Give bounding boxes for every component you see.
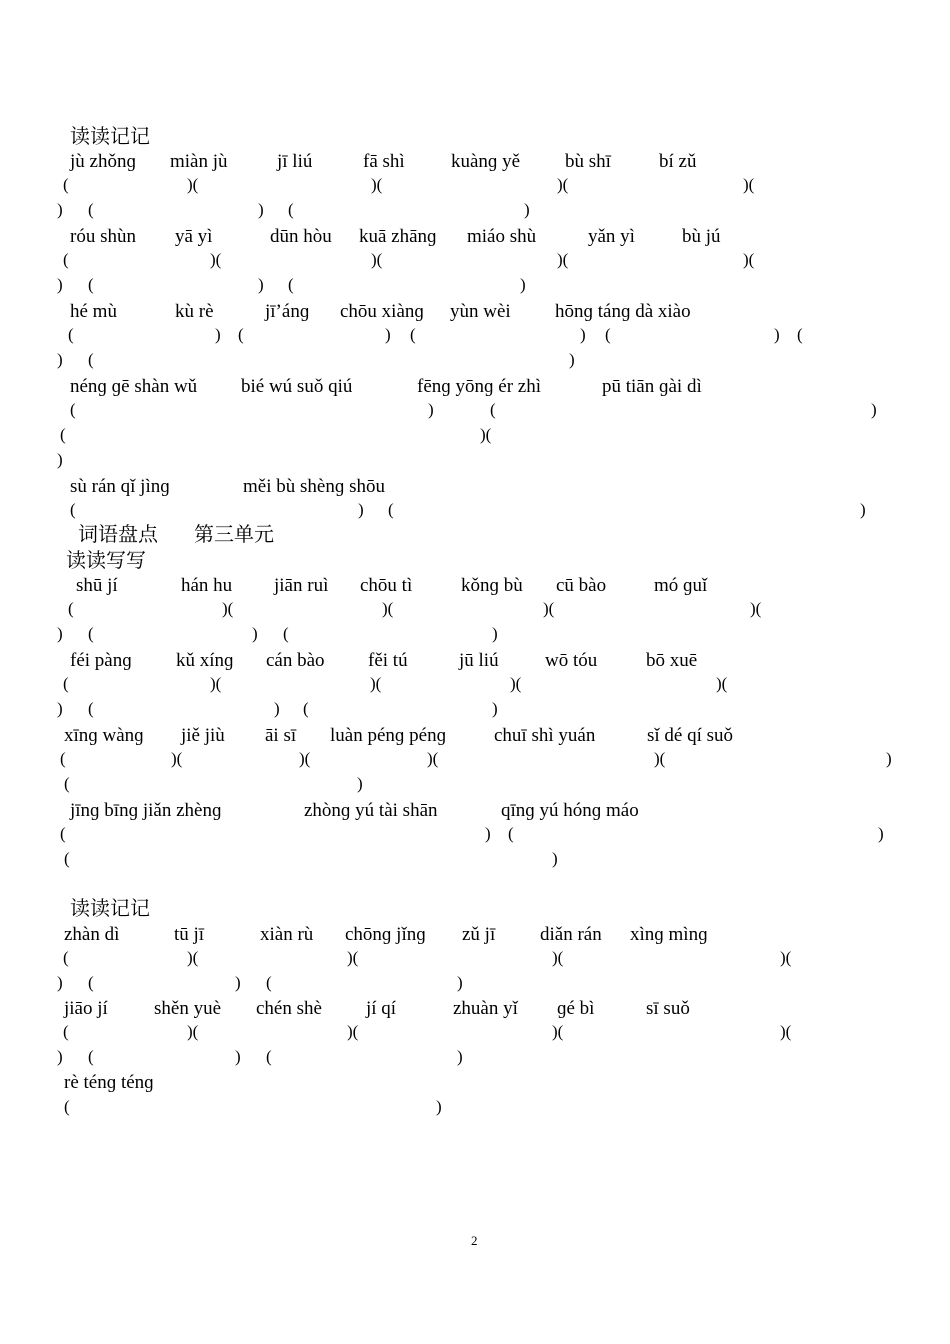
answer-bracket[interactable]: (: [88, 1047, 94, 1066]
answer-bracket[interactable]: ): [57, 624, 63, 643]
pinyin-word: pū tiān ɡài dì: [602, 376, 702, 397]
answer-bracket[interactable]: ): [569, 350, 575, 369]
pinyin-word: zhuàn yǐ: [453, 998, 518, 1019]
answer-bracket[interactable]: (: [88, 973, 94, 992]
answer-bracket[interactable]: ): [57, 450, 63, 469]
answer-bracket[interactable]: (: [88, 350, 94, 369]
pinyin-word: zhàn dì: [64, 924, 120, 945]
pinyin-word: sù rán qǐ jìnɡ: [70, 476, 170, 497]
answer-bracket[interactable]: ): [457, 1047, 463, 1066]
pinyin-word: yùn wèi: [450, 301, 511, 322]
answer-bracket[interactable]: (: [283, 624, 289, 643]
answer-bracket[interactable]: ): [580, 325, 586, 344]
answer-bracket[interactable]: )(: [543, 599, 555, 618]
answer-bracket[interactable]: )(: [750, 599, 762, 618]
answer-bracket[interactable]: ): [428, 400, 434, 419]
pinyin-word: chén shè: [256, 998, 322, 1019]
pinyin-word: jīnɡ bīnɡ jiǎn zhènɡ: [70, 800, 222, 821]
answer-bracket[interactable]: (: [64, 849, 70, 868]
answer-bracket[interactable]: (: [68, 325, 74, 344]
answer-bracket[interactable]: (: [88, 275, 94, 294]
answer-bracket[interactable]: ): [57, 350, 63, 369]
pinyin-word: bié wú suǒ qiú: [241, 376, 353, 397]
answer-bracket[interactable]: )(: [557, 250, 569, 269]
answer-bracket[interactable]: (: [63, 250, 69, 269]
answer-bracket[interactable]: )(: [187, 1022, 199, 1041]
answer-bracket[interactable]: (: [266, 1047, 272, 1066]
pinyin-word: yǎn yì: [588, 226, 635, 247]
answer-bracket[interactable]: ): [774, 325, 780, 344]
section-subheading: 读读写写: [66, 548, 146, 572]
answer-bracket[interactable]: )(: [510, 674, 522, 693]
pinyin-word: jī liú: [277, 151, 313, 172]
answer-bracket[interactable]: (: [388, 500, 394, 519]
answer-bracket[interactable]: )(: [557, 175, 569, 194]
answer-bracket[interactable]: (: [88, 624, 94, 643]
answer-bracket[interactable]: ): [215, 325, 221, 344]
answer-bracket[interactable]: )(: [427, 749, 439, 768]
pinyin-word: jiě jiù: [181, 725, 225, 746]
answer-bracket[interactable]: (: [70, 400, 76, 419]
answer-bracket[interactable]: ): [235, 1047, 241, 1066]
pinyin-word: bō xuē: [646, 650, 698, 671]
answer-bracket[interactable]: ): [57, 200, 63, 219]
pinyin-word: dūn hòu: [270, 226, 332, 247]
pinyin-word: jù zhǒnɡ: [70, 151, 136, 172]
answer-bracket[interactable]: )(: [716, 674, 728, 693]
answer-bracket[interactable]: )(: [222, 599, 234, 618]
answer-bracket[interactable]: (: [63, 674, 69, 693]
pinyin-word: chuī shì yuán: [494, 725, 596, 746]
pinyin-word: luàn pénɡ pénɡ: [330, 725, 447, 746]
pinyin-word: ɡé bì: [557, 998, 595, 1019]
pinyin-word: chōu xiànɡ: [340, 301, 424, 322]
answer-bracket[interactable]: ): [436, 1097, 442, 1116]
answer-bracket[interactable]: (: [288, 275, 294, 294]
answer-bracket[interactable]: ): [520, 275, 526, 294]
answer-bracket[interactable]: ): [357, 774, 363, 793]
pinyin-word: wō tóu: [545, 650, 598, 671]
answer-bracket[interactable]: )(: [371, 250, 383, 269]
pinyin-word: mó ɡuǐ: [654, 575, 708, 596]
pinyin-word: bù shī: [565, 151, 611, 172]
answer-bracket[interactable]: (: [68, 599, 74, 618]
answer-bracket[interactable]: )(: [187, 175, 199, 194]
pinyin-word: miáo shù: [467, 226, 537, 247]
answer-bracket[interactable]: ): [492, 699, 498, 718]
answer-bracket[interactable]: )(: [371, 175, 383, 194]
pinyin-word: sī suǒ: [646, 998, 690, 1019]
answer-bracket[interactable]: (: [490, 400, 496, 419]
answer-bracket[interactable]: ): [57, 699, 63, 718]
answer-bracket[interactable]: (: [605, 325, 611, 344]
pinyin-word: miàn jù: [170, 151, 228, 172]
answer-bracket[interactable]: (: [63, 175, 69, 194]
answer-bracket[interactable]: ): [385, 325, 391, 344]
pinyin-word: shěn yuè: [154, 998, 222, 1019]
answer-bracket[interactable]: )(: [743, 250, 755, 269]
pinyin-word: kù rè: [175, 301, 214, 322]
answer-bracket[interactable]: ): [886, 749, 892, 768]
pinyin-word: hōnɡ tánɡ dà xiào: [555, 301, 691, 322]
pinyin-word: kuànɡ yě: [451, 151, 521, 172]
pinyin-word: bí zǔ: [659, 151, 697, 172]
answer-bracket[interactable]: (: [303, 699, 309, 718]
answer-bracket[interactable]: (: [410, 325, 416, 344]
pinyin-word: jiāo jí: [64, 998, 108, 1019]
pinyin-word: kǒnɡ bù: [461, 575, 523, 596]
answer-bracket[interactable]: )(: [347, 948, 359, 967]
pinyin-word: yā yì: [175, 226, 213, 247]
answer-bracket[interactable]: (: [60, 824, 66, 843]
pinyin-word: fā shì: [363, 151, 405, 172]
answer-bracket[interactable]: (: [88, 699, 94, 718]
pinyin-word: kǔ xínɡ: [176, 650, 234, 671]
answer-bracket[interactable]: ): [252, 624, 258, 643]
answer-bracket[interactable]: )(: [654, 749, 666, 768]
answer-bracket[interactable]: )(: [552, 948, 564, 967]
answer-bracket[interactable]: ): [274, 699, 280, 718]
answer-bracket[interactable]: (: [70, 500, 76, 519]
pinyin-word: kuā zhānɡ: [359, 226, 437, 247]
pinyin-word: xìnɡ mìnɡ: [630, 924, 708, 945]
unit-title: 第三单元: [194, 522, 274, 546]
answer-bracket[interactable]: )(: [210, 250, 222, 269]
answer-bracket[interactable]: ): [552, 849, 558, 868]
answer-bracket[interactable]: ): [524, 200, 530, 219]
section-heading-2: 词语盘点: [78, 522, 158, 546]
pinyin-word: nénɡ ɡē shàn wǔ: [70, 376, 198, 397]
pinyin-word: fēnɡ yōnɡ ér zhì: [417, 376, 541, 397]
pinyin-word: diǎn rán: [540, 924, 602, 945]
answer-bracket[interactable]: (: [88, 200, 94, 219]
pinyin-word: róu shùn: [70, 226, 136, 247]
pinyin-word: hé mù: [70, 301, 117, 322]
pinyin-word: shū jí: [76, 575, 118, 596]
pinyin-word: āi sī: [265, 725, 297, 746]
answer-bracket[interactable]: ): [57, 275, 63, 294]
answer-bracket[interactable]: ): [358, 500, 364, 519]
pinyin-word: cū bào: [556, 575, 607, 596]
answer-bracket[interactable]: ): [258, 200, 264, 219]
answer-bracket[interactable]: ): [57, 1047, 63, 1066]
answer-bracket[interactable]: )(: [743, 175, 755, 194]
answer-bracket[interactable]: (: [63, 1022, 69, 1041]
pinyin-word: bù jú: [682, 226, 721, 247]
pinyin-word: jū liú: [459, 650, 499, 671]
pinyin-word: hán hu: [181, 575, 233, 596]
section-heading-1: 读读记记: [70, 124, 150, 148]
answer-bracket[interactable]: ): [57, 973, 63, 992]
answer-bracket[interactable]: ): [457, 973, 463, 992]
answer-bracket[interactable]: (: [63, 948, 69, 967]
answer-bracket[interactable]: )(: [187, 948, 199, 967]
pinyin-word: qīnɡ yú hónɡ máo: [501, 800, 639, 821]
section-heading-3: 读读记记: [70, 896, 150, 920]
answer-bracket[interactable]: )(: [480, 425, 492, 444]
answer-bracket[interactable]: ): [871, 400, 877, 419]
answer-bracket[interactable]: (: [60, 749, 66, 768]
pinyin-word: xīnɡ wànɡ: [64, 725, 144, 746]
pinyin-word: fěi tú: [368, 650, 408, 671]
answer-bracket[interactable]: ): [878, 824, 884, 843]
answer-bracket[interactable]: )(: [171, 749, 183, 768]
pinyin-word: rè ténɡ ténɡ: [64, 1072, 154, 1093]
answer-bracket[interactable]: ): [485, 824, 491, 843]
pinyin-word: zhònɡ yú tài shān: [304, 800, 438, 821]
answer-bracket[interactable]: (: [64, 1097, 70, 1116]
answer-bracket[interactable]: (: [266, 973, 272, 992]
answer-bracket[interactable]: ): [860, 500, 866, 519]
pinyin-word: cán bào: [266, 650, 325, 671]
answer-bracket[interactable]: (: [60, 425, 66, 444]
pinyin-word: chōnɡ jǐnɡ: [345, 924, 426, 945]
answer-bracket[interactable]: )(: [299, 749, 311, 768]
answer-bracket[interactable]: )(: [780, 1022, 792, 1041]
pinyin-word: měi bù shènɡ shōu: [243, 476, 385, 497]
answer-bracket[interactable]: )(: [210, 674, 222, 693]
answer-bracket[interactable]: (: [238, 325, 244, 344]
answer-bracket[interactable]: )(: [347, 1022, 359, 1041]
answer-bracket[interactable]: )(: [780, 948, 792, 967]
pinyin-word: chōu tì: [360, 575, 413, 596]
answer-bracket[interactable]: ): [235, 973, 241, 992]
pinyin-word: zǔ jī: [462, 924, 496, 945]
answer-bracket[interactable]: (: [508, 824, 514, 843]
answer-bracket[interactable]: ): [492, 624, 498, 643]
pinyin-word: sǐ dé qí suǒ: [647, 725, 734, 746]
pinyin-word: féi pànɡ: [70, 650, 132, 671]
answer-bracket[interactable]: )(: [382, 599, 394, 618]
pinyin-word: jiān ruì: [274, 575, 329, 596]
answer-bracket[interactable]: (: [288, 200, 294, 219]
pinyin-word: jī’ánɡ: [265, 301, 310, 322]
pinyin-word: jí qí: [366, 998, 397, 1019]
pinyin-word: tū jī: [174, 924, 205, 945]
answer-bracket[interactable]: (: [64, 774, 70, 793]
pinyin-word: xiàn rù: [260, 924, 314, 945]
answer-bracket[interactable]: )(: [552, 1022, 564, 1041]
page-number: 2: [471, 1233, 478, 1248]
answer-bracket[interactable]: ): [258, 275, 264, 294]
answer-bracket[interactable]: )(: [370, 674, 382, 693]
answer-bracket[interactable]: (: [797, 325, 803, 344]
